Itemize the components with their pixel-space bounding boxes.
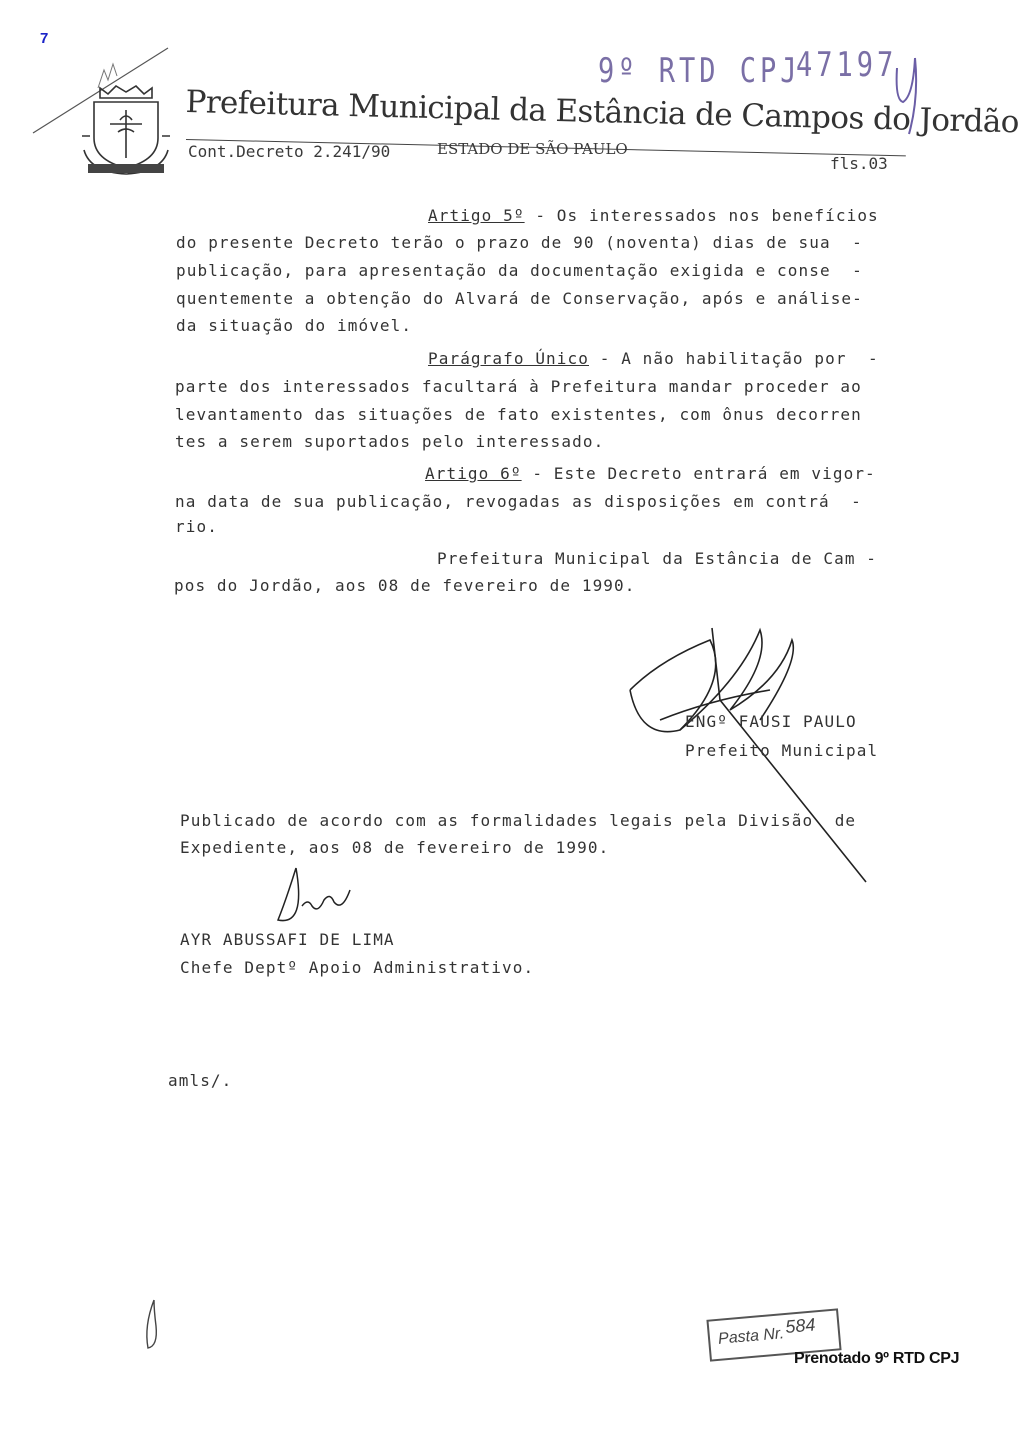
body-line: quentemente a obtenção do Alvará de Conservação, após e análise- — [176, 289, 863, 308]
body-line: do presente Decreto terão o prazo de 90 (noventa) dias de sua - — [176, 233, 863, 252]
page-number: 7 — [40, 30, 49, 47]
folio-number: fls.03 — [830, 154, 888, 173]
closing-line: Prefeitura Municipal da Estância de Cam - — [437, 549, 878, 568]
body-line: tes a serem suportados pelo interessado. — [175, 432, 605, 451]
chief-role: Chefe Deptº Apoio Administrativo. — [180, 958, 535, 977]
body-line: - Este Decreto entrará em vigor- — [521, 464, 876, 483]
typist-initials: amls/. — [168, 1071, 233, 1090]
chief-name: AYR ABUSSAFI DE LIMA — [180, 930, 395, 949]
letterhead-title: Prefeitura Municipal da Estância de Campos do Jordão — [185, 84, 1020, 141]
article-5-heading-line — [428, 206, 879, 225]
chief-signature — [266, 860, 376, 940]
prenotado-stamp: Prenotado 9º RTD CPJ — [794, 1350, 960, 1367]
coat-of-arms-icon — [80, 80, 172, 176]
decree-reference: Cont.Decreto 2.241/90 — [188, 142, 391, 161]
publication-line: Publicado de acordo com as formalidades legais pela Divisão de — [180, 811, 857, 830]
folder-stamp-number: 584 — [784, 1314, 817, 1337]
state-name: ESTADO DE SÃO PAULO — [437, 140, 628, 158]
article-5-heading: Artigo 5º — [428, 206, 525, 225]
body-line: parte dos interessados facultará à Prefeitura mandar proceder ao — [175, 377, 862, 396]
body-line: - Os interessados nos benefícios — [524, 206, 879, 225]
body-line: publicação, para apresentação da documentação exigida e conse - — [176, 261, 863, 280]
publication-line: Expediente, aos 08 de fevereiro de 1990. — [180, 838, 610, 857]
mayor-role: Prefeito Municipal — [685, 741, 879, 760]
article-6-heading-line — [425, 464, 876, 483]
mayor-name: ENGº FAUSI PAULO — [685, 712, 857, 731]
body-line: - A não habilitação por - — [589, 349, 879, 368]
paragraph-unico-heading-line — [428, 349, 879, 368]
article-6-heading: Artigo 6º — [425, 464, 522, 483]
registry-stamp-number: 47197 — [796, 46, 898, 85]
body-line: rio. — [175, 517, 218, 536]
registry-stamp-office: 9º RTD CPJ — [598, 52, 801, 91]
body-line: da situação do imóvel. — [176, 316, 413, 335]
closing-date-line: pos do Jordão, aos 08 de fevereiro de 1990. — [174, 576, 636, 595]
paragraph-unico-heading: Parágrafo Único — [428, 349, 589, 368]
margin-initial-scribble — [138, 1296, 168, 1356]
body-line: levantamento das situações de fato existentes, com ônus decorren — [175, 405, 862, 424]
body-line: na data de sua publicação, revogadas as disposições em contrá - — [175, 492, 862, 511]
folder-stamp-label: Pasta Nr. — [717, 1325, 785, 1348]
